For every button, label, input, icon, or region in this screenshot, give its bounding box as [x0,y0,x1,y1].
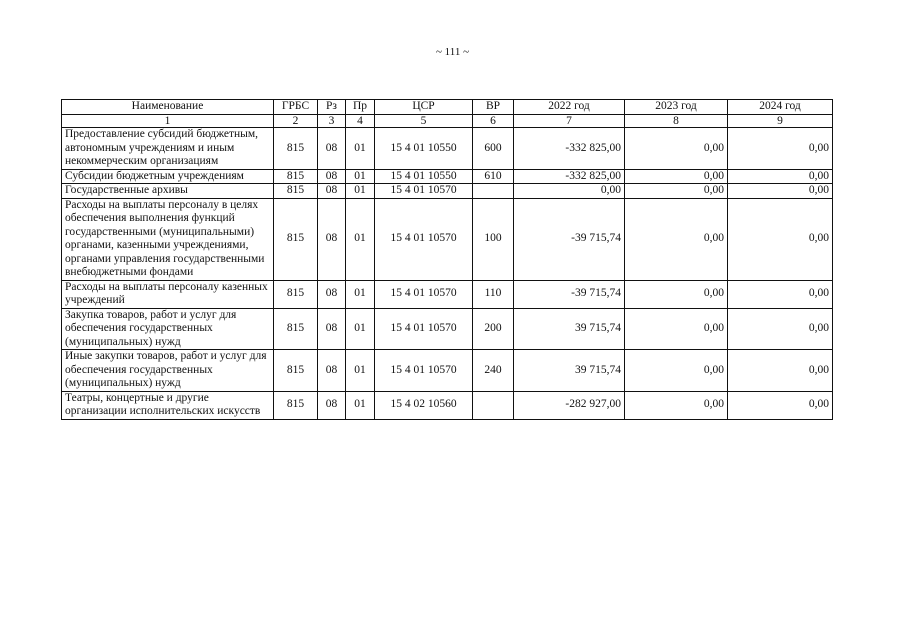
table-row [62,128,833,170]
table-row [62,350,833,392]
table-row [62,308,833,350]
row-csr: 15 4 01 10570 [375,350,473,392]
row-grbs: 815 [274,391,318,419]
row-2024: 0,00 [728,169,833,184]
header-csr: ЦСР [375,100,473,115]
row-2022: -39 715,74 [514,198,625,280]
row-vr: 240 [473,350,514,392]
budget-table [61,99,833,420]
row-2023: 0,00 [625,350,728,392]
row-2022: 39 715,74 [514,350,625,392]
row-2022: -332 825,00 [514,128,625,170]
row-2023: 0,00 [625,391,728,419]
header-pr: Пр [346,100,375,115]
column-number: 1 [62,115,274,128]
page-number: ~ 111 ~ [435,46,470,58]
table-row [62,169,833,184]
row-2022: -332 825,00 [514,169,625,184]
row-2022: 0,00 [514,184,625,199]
row-name: Предоставление субсидий бюджетным, автономным учреждениям и иным некоммерческим организациям [62,128,274,170]
row-vr [473,391,514,419]
row-grbs: 815 [274,198,318,280]
row-grbs: 815 [274,169,318,184]
table-row [62,184,833,199]
column-number: 2 [274,115,318,128]
row-grbs: 815 [274,280,318,308]
row-grbs: 815 [274,184,318,199]
row-pr: 01 [346,280,375,308]
table-row [62,198,833,280]
header-2024: 2024 год [728,100,833,115]
row-pr: 01 [346,308,375,350]
row-name: Закупка товаров, работ и услуг для обеспечения государственных (муниципальных) нужд [62,308,274,350]
row-2024: 0,00 [728,350,833,392]
column-number: 8 [625,115,728,128]
row-rz: 08 [318,391,346,419]
row-2022: -39 715,74 [514,280,625,308]
row-rz: 08 [318,128,346,170]
row-2023: 0,00 [625,169,728,184]
row-pr: 01 [346,391,375,419]
row-pr: 01 [346,184,375,199]
row-vr [473,184,514,199]
column-number: 6 [473,115,514,128]
row-rz: 08 [318,280,346,308]
row-grbs: 815 [274,350,318,392]
row-vr: 200 [473,308,514,350]
row-csr: 15 4 02 10560 [375,391,473,419]
row-vr: 600 [473,128,514,170]
row-2024: 0,00 [728,128,833,170]
row-2023: 0,00 [625,198,728,280]
row-csr: 15 4 01 10570 [375,198,473,280]
row-pr: 01 [346,198,375,280]
header-2023: 2023 год [625,100,728,115]
row-rz: 08 [318,350,346,392]
row-rz: 08 [318,308,346,350]
row-name: Театры, концертные и другие организации исполнительских искусств [62,391,274,419]
row-grbs: 815 [274,308,318,350]
row-2024: 0,00 [728,280,833,308]
row-2024: 0,00 [728,198,833,280]
row-pr: 01 [346,169,375,184]
column-number: 4 [346,115,375,128]
row-2022: -282 927,00 [514,391,625,419]
row-2023: 0,00 [625,308,728,350]
header-vr: ВР [473,100,514,115]
table-row [62,280,833,308]
row-csr: 15 4 01 10550 [375,128,473,170]
column-number: 9 [728,115,833,128]
column-number: 3 [318,115,346,128]
row-name: Субсидии бюджетным учреждениям [62,169,274,184]
column-number-row [62,115,833,128]
column-number: 7 [514,115,625,128]
row-rz: 08 [318,169,346,184]
header-row [62,100,833,115]
row-grbs: 815 [274,128,318,170]
row-pr: 01 [346,128,375,170]
row-pr: 01 [346,350,375,392]
row-vr: 100 [473,198,514,280]
row-csr: 15 4 01 10550 [375,169,473,184]
row-name: Иные закупки товаров, работ и услуг для обеспечения государственных (муниципальных) нужд [62,350,274,392]
row-name: Государственные архивы [62,184,274,199]
row-csr: 15 4 01 10570 [375,308,473,350]
table-row [62,391,833,419]
row-2024: 0,00 [728,391,833,419]
row-csr: 15 4 01 10570 [375,280,473,308]
row-name: Расходы на выплаты персоналу казенных учреждений [62,280,274,308]
row-2023: 0,00 [625,280,728,308]
header-name: Наименование [62,100,274,115]
row-csr: 15 4 01 10570 [375,184,473,199]
header-rz: Рз [318,100,346,115]
row-name: Расходы на выплаты персоналу в целях обеспечения выполнения функций государственными (муниципальными) органами, казенными учреждениями, органами управления государственными внебюджетными фондами [62,198,274,280]
row-vr: 610 [473,169,514,184]
header-grbs: ГРБС [274,100,318,115]
row-2024: 0,00 [728,184,833,199]
row-2024: 0,00 [728,308,833,350]
header-2022: 2022 год [514,100,625,115]
row-2023: 0,00 [625,128,728,170]
row-vr: 110 [473,280,514,308]
row-rz: 08 [318,198,346,280]
column-number: 5 [375,115,473,128]
row-2023: 0,00 [625,184,728,199]
row-2022: 39 715,74 [514,308,625,350]
row-rz: 08 [318,184,346,199]
